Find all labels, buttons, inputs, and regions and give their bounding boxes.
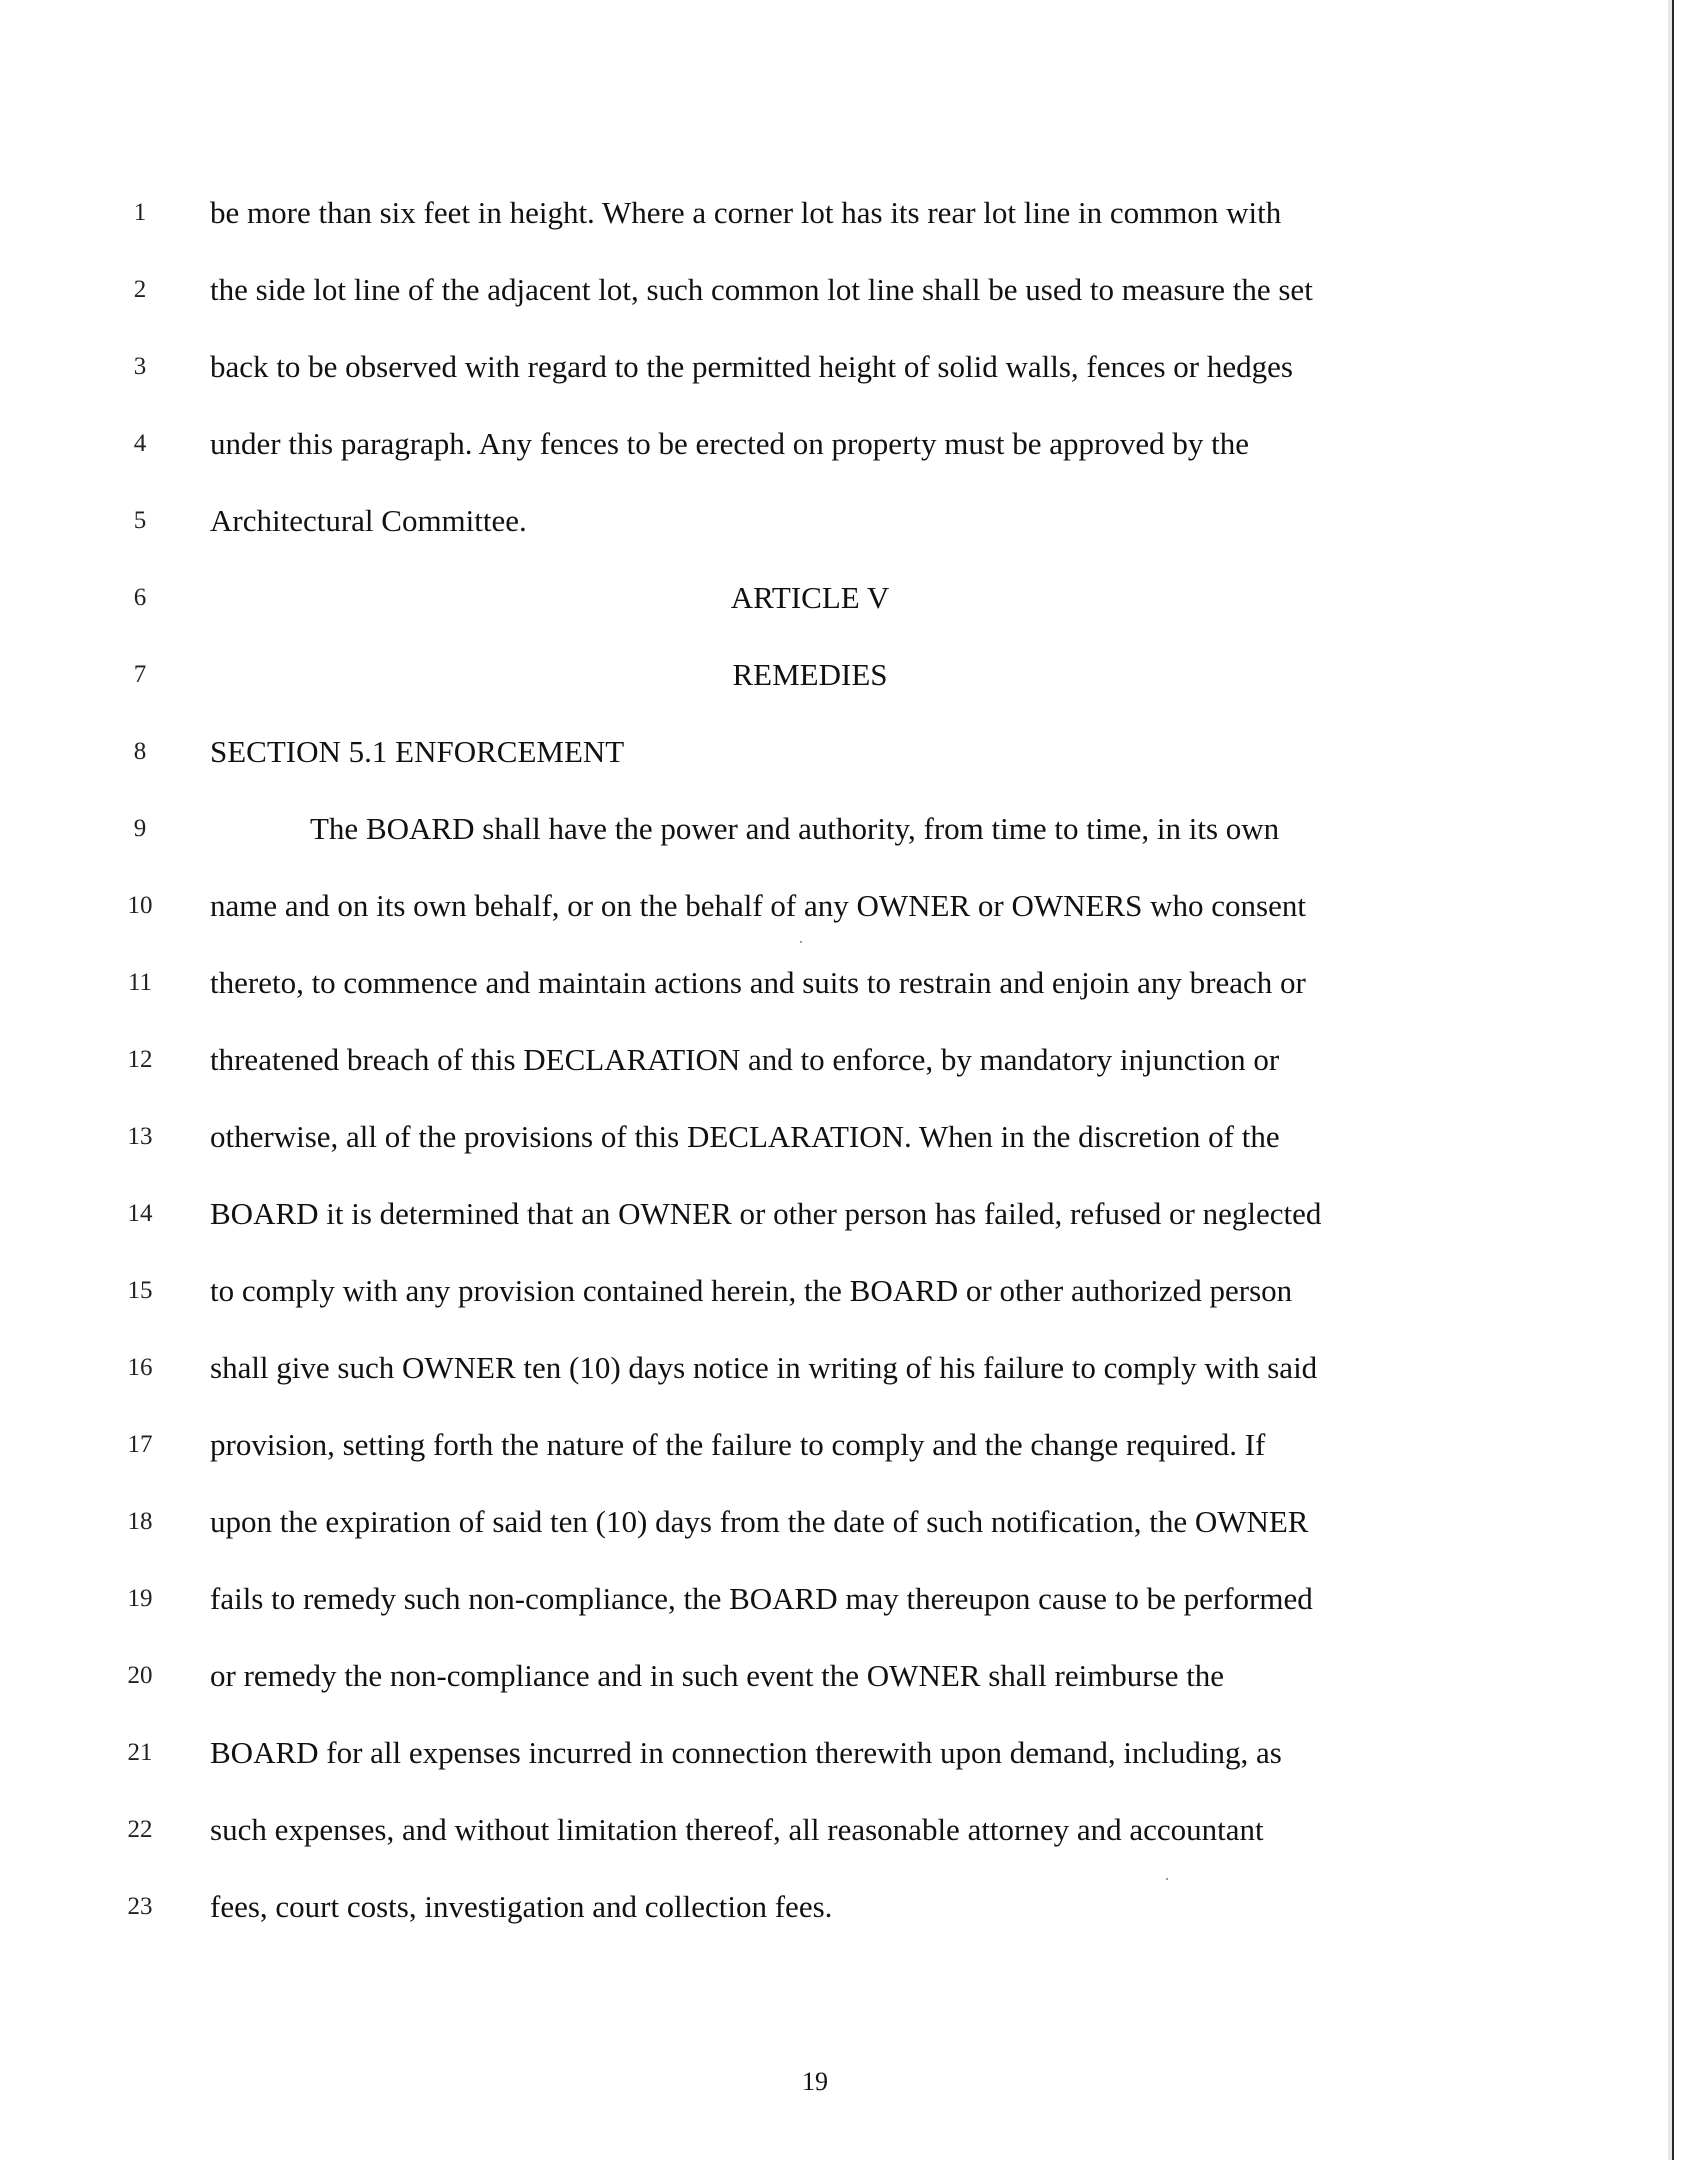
document-line-11 [0, 958, 1660, 1008]
document-line-8 [0, 727, 1660, 777]
document-line-13 [0, 1112, 1660, 1162]
document-line-21 [0, 1728, 1660, 1778]
document-line-19 [0, 1574, 1660, 1624]
document-line-17 [0, 1420, 1660, 1470]
line-number: 14 [127, 1200, 153, 1227]
line-number: 12 [127, 1046, 153, 1073]
line-text: BOARD for all expenses incurred in connection therewith upon demand, including, as [210, 1735, 1282, 1770]
document-line-15 [0, 1266, 1660, 1316]
document-line-5 [0, 496, 1660, 546]
scan-edge-line [1672, 0, 1674, 2160]
line-number: 22 [127, 1816, 153, 1843]
section-heading: SECTION 5.1 ENFORCEMENT [210, 734, 625, 769]
line-number: 19 [127, 1585, 153, 1612]
document-line-2 [0, 265, 1660, 315]
line-text: threatened breach of this DECLARATION and to enforce, by mandatory injunction or [210, 1042, 1280, 1077]
line-number: 3 [133, 353, 147, 380]
line-text: or remedy the non-compliance and in such event the OWNER shall reimburse the [210, 1658, 1225, 1693]
line-text: name and on its own behalf, or on the behalf of any OWNER or OWNERS who consent [210, 888, 1306, 923]
document-line-12 [0, 1035, 1660, 1085]
document-line-23 [0, 1882, 1660, 1932]
line-number: 5 [133, 507, 147, 534]
line-number: 16 [127, 1354, 153, 1381]
line-number: 2 [133, 276, 147, 303]
document-line-4 [0, 419, 1660, 469]
page-number: 19 [802, 2067, 828, 2096]
scan-speck [1166, 1878, 1168, 1880]
document-line-1 [0, 188, 1660, 238]
line-text: The BOARD shall have the power and authority, from time to time, in its own [310, 811, 1280, 846]
line-number: 6 [133, 584, 147, 611]
line-text: be more than six feet in height. Where a corner lot has its rear lot line in common with [210, 195, 1282, 230]
line-text: fails to remedy such non-compliance, the BOARD may thereupon cause to be performed [210, 1581, 1313, 1616]
document-line-10 [0, 881, 1660, 931]
line-text: upon the expiration of said ten (10) days from the date of such notification, the OWNER [210, 1504, 1309, 1539]
line-number: 20 [127, 1662, 153, 1689]
line-number: 13 [127, 1123, 153, 1150]
line-text: otherwise, all of the provisions of this DECLARATION. When in the discretion of the [210, 1119, 1280, 1154]
line-number: 7 [133, 661, 147, 688]
line-text: provision, setting forth the nature of the failure to comply and the change required. If [210, 1427, 1266, 1462]
document-line-7 [0, 650, 1660, 700]
document-line-16 [0, 1343, 1660, 1393]
line-number: 18 [127, 1508, 153, 1535]
line-text: the side lot line of the adjacent lot, such common lot line shall be used to measure the set [210, 272, 1313, 307]
line-text: BOARD it is determined that an OWNER or other person has failed, refused or neglected [210, 1196, 1322, 1231]
line-text: thereto, to commence and maintain actions and suits to restrain and enjoin any breach or [210, 965, 1306, 1000]
scan-speck [800, 941, 802, 943]
line-text: back to be observed with regard to the permitted height of solid walls, fences or hedges [210, 349, 1293, 384]
line-number: 21 [127, 1739, 153, 1766]
line-number: 1 [133, 199, 147, 226]
line-number: 23 [127, 1893, 153, 1920]
line-number: 15 [127, 1277, 153, 1304]
document-line-9 [0, 804, 1660, 854]
line-number: 11 [127, 969, 153, 996]
document-line-22 [0, 1805, 1660, 1855]
document-line-6 [0, 573, 1660, 623]
document-line-18 [0, 1497, 1660, 1547]
line-text: shall give such OWNER ten (10) days notice in writing of his failure to comply with said [210, 1350, 1318, 1385]
article-heading: ARTICLE V [730, 580, 890, 615]
line-text: fees, court costs, investigation and collection fees. [210, 1889, 833, 1924]
document-line-20 [0, 1651, 1660, 1701]
document-line-3 [0, 342, 1660, 392]
line-number: 9 [133, 815, 147, 842]
line-text: Architectural Committee. [210, 503, 527, 538]
document-line-14 [0, 1189, 1660, 1239]
line-text: to comply with any provision contained herein, the BOARD or other authorized person [210, 1273, 1293, 1308]
line-number: 4 [133, 430, 147, 457]
article-title: REMEDIES [732, 657, 888, 692]
line-number: 10 [127, 892, 153, 919]
line-text: such expenses, and without limitation thereof, all reasonable attorney and accountant [210, 1812, 1264, 1847]
line-number: 17 [127, 1431, 153, 1458]
line-text: under this paragraph. Any fences to be erected on property must be approved by the [210, 426, 1250, 461]
line-number: 8 [133, 738, 147, 765]
